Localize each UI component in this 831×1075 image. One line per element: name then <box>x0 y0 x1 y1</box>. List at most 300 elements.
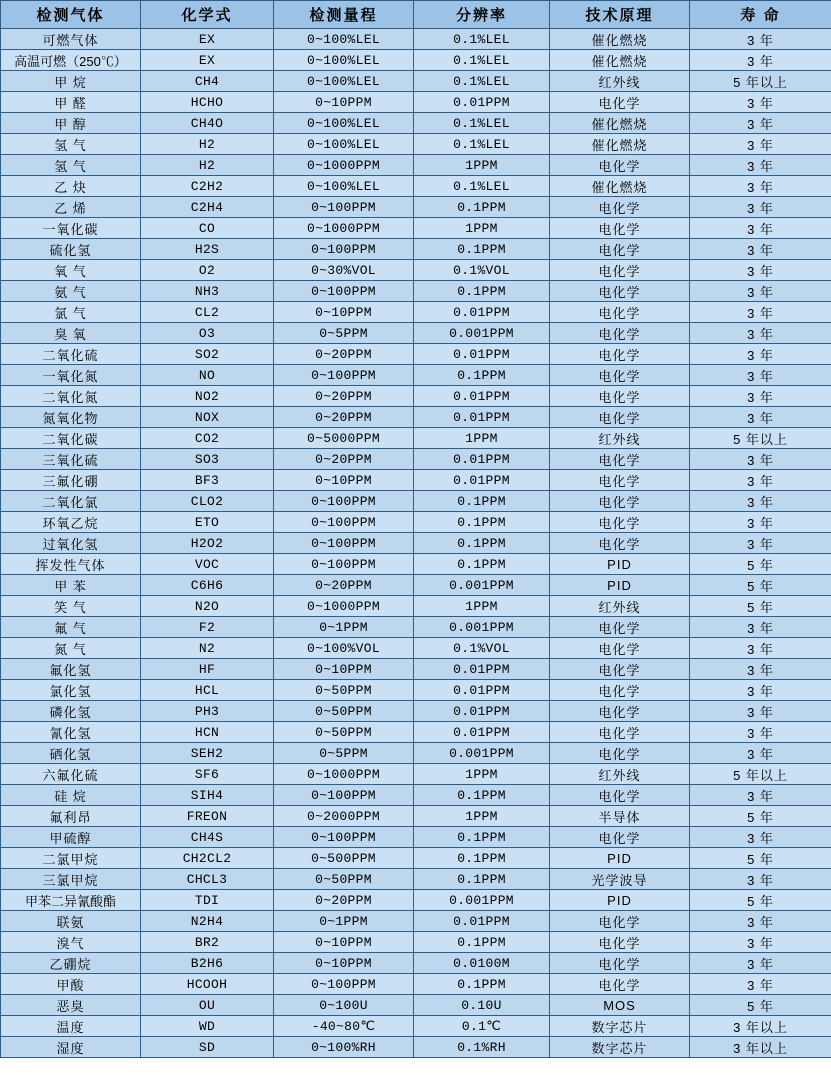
cell-resolution: 0.1PPM <box>414 491 550 512</box>
table-row <box>1 29 831 50</box>
cell-range: 0~20PPM <box>274 575 414 596</box>
cell-principle: 电化学 <box>550 512 690 533</box>
cell-resolution: 0.1%LEL <box>414 50 550 71</box>
cell-resolution: 0.1PPM <box>414 554 550 575</box>
cell-lifespan: 3 年 <box>690 113 831 134</box>
table-row <box>1 722 831 743</box>
cell-range: 0~10PPM <box>274 953 414 974</box>
cell-range: 0~100%LEL <box>274 134 414 155</box>
cell-principle: 电化学 <box>550 218 690 239</box>
table-row <box>1 848 831 869</box>
cell-resolution: 0.01PPM <box>414 92 550 113</box>
cell-resolution: 0.01PPM <box>414 680 550 701</box>
cell-range: 0~10PPM <box>274 470 414 491</box>
cell-gas-name: 甲 醛 <box>1 92 141 113</box>
cell-formula: HCOOH <box>141 974 274 995</box>
cell-lifespan: 3 年 <box>690 743 831 764</box>
cell-resolution: 0.1PPM <box>414 974 550 995</box>
cell-principle: 催化燃烧 <box>550 134 690 155</box>
cell-lifespan: 5 年 <box>690 848 831 869</box>
table-row <box>1 302 831 323</box>
table-row <box>1 407 831 428</box>
column-header-range: 检测量程 <box>274 1 414 29</box>
cell-lifespan: 3 年 <box>690 680 831 701</box>
cell-formula: H2O2 <box>141 533 274 554</box>
cell-lifespan: 3 年 <box>690 386 831 407</box>
cell-resolution: 0.001PPM <box>414 323 550 344</box>
cell-resolution: 1PPM <box>414 764 550 785</box>
cell-lifespan: 5 年以上 <box>690 764 831 785</box>
table-row <box>1 1016 831 1037</box>
cell-principle: 电化学 <box>550 722 690 743</box>
table-row <box>1 911 831 932</box>
column-header-principle: 技术原理 <box>550 1 690 29</box>
cell-formula: BF3 <box>141 470 274 491</box>
cell-gas-name: 氟 气 <box>1 617 141 638</box>
table-row <box>1 260 831 281</box>
cell-principle: 电化学 <box>550 407 690 428</box>
cell-range: 0~5PPM <box>274 323 414 344</box>
cell-formula: TDI <box>141 890 274 911</box>
table-row <box>1 386 831 407</box>
cell-principle: 电化学 <box>550 470 690 491</box>
cell-principle: 电化学 <box>550 785 690 806</box>
cell-formula: H2 <box>141 155 274 176</box>
cell-gas-name: 氢 气 <box>1 155 141 176</box>
cell-gas-name: 环氧乙烷 <box>1 512 141 533</box>
cell-range: 0~20PPM <box>274 344 414 365</box>
cell-lifespan: 3 年以上 <box>690 1016 831 1037</box>
cell-gas-name: 氧 气 <box>1 260 141 281</box>
cell-range: 0~10PPM <box>274 302 414 323</box>
cell-principle: 电化学 <box>550 155 690 176</box>
cell-range: 0~50PPM <box>274 722 414 743</box>
cell-lifespan: 3 年 <box>690 974 831 995</box>
table-row <box>1 218 831 239</box>
cell-resolution: 0.1%VOL <box>414 638 550 659</box>
cell-resolution: 0.1%LEL <box>414 134 550 155</box>
cell-lifespan: 5 年 <box>690 995 831 1016</box>
cell-range: 0~20PPM <box>274 449 414 470</box>
cell-lifespan: 3 年 <box>690 29 831 50</box>
cell-gas-name: 氯 气 <box>1 302 141 323</box>
column-header-formula: 化学式 <box>141 1 274 29</box>
table-row <box>1 764 831 785</box>
cell-principle: 电化学 <box>550 260 690 281</box>
cell-lifespan: 5 年 <box>690 806 831 827</box>
cell-resolution: 0.1PPM <box>414 848 550 869</box>
cell-principle: 红外线 <box>550 764 690 785</box>
cell-lifespan: 3 年 <box>690 323 831 344</box>
table-row <box>1 344 831 365</box>
table-row <box>1 554 831 575</box>
cell-gas-name: 二氧化氯 <box>1 491 141 512</box>
cell-resolution: 0.01PPM <box>414 386 550 407</box>
cell-principle: 电化学 <box>550 827 690 848</box>
cell-gas-name: 三氧化硫 <box>1 449 141 470</box>
cell-gas-name: 氟利昂 <box>1 806 141 827</box>
cell-gas-name: 一氧化碳 <box>1 218 141 239</box>
cell-resolution: 0.1PPM <box>414 239 550 260</box>
cell-resolution: 0.01PPM <box>414 911 550 932</box>
cell-gas-name: 二氧化硫 <box>1 344 141 365</box>
table-row <box>1 239 831 260</box>
cell-resolution: 0.1PPM <box>414 827 550 848</box>
cell-gas-name: 溴气 <box>1 932 141 953</box>
cell-range: 0~10PPM <box>274 659 414 680</box>
table-row <box>1 890 831 911</box>
cell-principle: 电化学 <box>550 281 690 302</box>
cell-principle: PID <box>550 575 690 596</box>
cell-principle: 数字芯片 <box>550 1016 690 1037</box>
cell-resolution: 0.01PPM <box>414 344 550 365</box>
cell-gas-name: 二氯甲烷 <box>1 848 141 869</box>
cell-resolution: 0.1%RH <box>414 1037 550 1058</box>
cell-principle: PID <box>550 890 690 911</box>
cell-resolution: 0.01PPM <box>414 701 550 722</box>
cell-gas-name: 甲 醇 <box>1 113 141 134</box>
cell-lifespan: 5 年 <box>690 890 831 911</box>
cell-gas-name: 硅 烷 <box>1 785 141 806</box>
cell-range: -40~80℃ <box>274 1016 414 1037</box>
table-row <box>1 281 831 302</box>
cell-principle: 电化学 <box>550 491 690 512</box>
cell-resolution: 0.001PPM <box>414 890 550 911</box>
cell-resolution: 0.1PPM <box>414 533 550 554</box>
cell-principle: 电化学 <box>550 974 690 995</box>
cell-lifespan: 3 年 <box>690 155 831 176</box>
cell-resolution: 1PPM <box>414 155 550 176</box>
cell-resolution: 0.001PPM <box>414 743 550 764</box>
cell-principle: 红外线 <box>550 428 690 449</box>
cell-range: 0~50PPM <box>274 680 414 701</box>
cell-formula: CLO2 <box>141 491 274 512</box>
cell-lifespan: 3 年 <box>690 659 831 680</box>
cell-lifespan: 3 年 <box>690 470 831 491</box>
cell-gas-name: 臭 氧 <box>1 323 141 344</box>
cell-gas-name: 氮 气 <box>1 638 141 659</box>
cell-gas-name: 甲 烷 <box>1 71 141 92</box>
table-row <box>1 1037 831 1058</box>
cell-lifespan: 3 年 <box>690 491 831 512</box>
cell-formula: C2H2 <box>141 176 274 197</box>
cell-formula: HCL <box>141 680 274 701</box>
cell-formula: NH3 <box>141 281 274 302</box>
cell-resolution: 0.1PPM <box>414 512 550 533</box>
cell-lifespan: 3 年 <box>690 701 831 722</box>
cell-resolution: 0.1PPM <box>414 281 550 302</box>
cell-resolution: 0.01PPM <box>414 722 550 743</box>
table-row <box>1 806 831 827</box>
cell-range: 0~1000PPM <box>274 218 414 239</box>
table-row <box>1 50 831 71</box>
cell-formula: VOC <box>141 554 274 575</box>
cell-resolution: 1PPM <box>414 218 550 239</box>
cell-lifespan: 5 年 <box>690 575 831 596</box>
cell-principle: 电化学 <box>550 323 690 344</box>
table-header-row <box>1 1 831 29</box>
cell-resolution: 0.1PPM <box>414 869 550 890</box>
cell-range: 0~100PPM <box>274 239 414 260</box>
table-row <box>1 197 831 218</box>
cell-resolution: 0.1%VOL <box>414 260 550 281</box>
cell-formula: NO2 <box>141 386 274 407</box>
cell-principle: 电化学 <box>550 932 690 953</box>
cell-formula: SD <box>141 1037 274 1058</box>
cell-resolution: 0.01PPM <box>414 407 550 428</box>
cell-resolution: 0.1%LEL <box>414 71 550 92</box>
cell-formula: N2H4 <box>141 911 274 932</box>
cell-range: 0~100PPM <box>274 491 414 512</box>
cell-gas-name: 挥发性气体 <box>1 554 141 575</box>
cell-resolution: 1PPM <box>414 596 550 617</box>
column-header-lifespan: 寿 命 <box>690 1 831 29</box>
cell-gas-name: 硫化氢 <box>1 239 141 260</box>
cell-principle: 数字芯片 <box>550 1037 690 1058</box>
cell-formula: SO2 <box>141 344 274 365</box>
cell-principle: MOS <box>550 995 690 1016</box>
cell-formula: H2S <box>141 239 274 260</box>
cell-formula: WD <box>141 1016 274 1037</box>
cell-formula: HCN <box>141 722 274 743</box>
cell-range: 0~1PPM <box>274 911 414 932</box>
cell-formula: PH3 <box>141 701 274 722</box>
table-row <box>1 701 831 722</box>
cell-resolution: 0.1PPM <box>414 785 550 806</box>
cell-lifespan: 3 年 <box>690 785 831 806</box>
cell-gas-name: 二氧化碳 <box>1 428 141 449</box>
cell-gas-name: 磷化氢 <box>1 701 141 722</box>
cell-gas-name: 二氧化氮 <box>1 386 141 407</box>
cell-principle: 光学波导 <box>550 869 690 890</box>
cell-gas-name: 硒化氢 <box>1 743 141 764</box>
table-row <box>1 533 831 554</box>
cell-formula: O3 <box>141 323 274 344</box>
cell-formula: F2 <box>141 617 274 638</box>
cell-range: 0~20PPM <box>274 407 414 428</box>
cell-formula: SF6 <box>141 764 274 785</box>
cell-formula: NO <box>141 365 274 386</box>
table-row <box>1 617 831 638</box>
cell-formula: HCHO <box>141 92 274 113</box>
cell-lifespan: 3 年 <box>690 50 831 71</box>
cell-resolution: 0.01PPM <box>414 470 550 491</box>
cell-principle: 电化学 <box>550 659 690 680</box>
cell-gas-name: 联氨 <box>1 911 141 932</box>
cell-gas-name: 氰化氢 <box>1 722 141 743</box>
cell-gas-name: 恶臭 <box>1 995 141 1016</box>
cell-range: 0~2000PPM <box>274 806 414 827</box>
table-row <box>1 743 831 764</box>
cell-principle: 半导体 <box>550 806 690 827</box>
cell-lifespan: 3 年 <box>690 512 831 533</box>
cell-lifespan: 5 年 <box>690 596 831 617</box>
cell-lifespan: 3 年 <box>690 449 831 470</box>
cell-resolution: 0.1℃ <box>414 1016 550 1037</box>
cell-principle: 催化燃烧 <box>550 50 690 71</box>
cell-resolution: 1PPM <box>414 428 550 449</box>
cell-formula: CL2 <box>141 302 274 323</box>
cell-gas-name: 乙 炔 <box>1 176 141 197</box>
cell-formula: N2 <box>141 638 274 659</box>
cell-range: 0~1000PPM <box>274 596 414 617</box>
table-row <box>1 659 831 680</box>
cell-gas-name: 甲硫醇 <box>1 827 141 848</box>
cell-range: 0~20PPM <box>274 386 414 407</box>
table-row <box>1 71 831 92</box>
cell-principle: 电化学 <box>550 386 690 407</box>
cell-range: 0~1000PPM <box>274 155 414 176</box>
cell-gas-name: 氮氧化物 <box>1 407 141 428</box>
table-row <box>1 932 831 953</box>
cell-principle: PID <box>550 554 690 575</box>
cell-lifespan: 3 年 <box>690 218 831 239</box>
cell-resolution: 0.1%LEL <box>414 113 550 134</box>
table-row <box>1 134 831 155</box>
cell-gas-name: 氟化氢 <box>1 659 141 680</box>
table-row <box>1 470 831 491</box>
table-row <box>1 428 831 449</box>
cell-resolution: 0.01PPM <box>414 449 550 470</box>
cell-principle: 电化学 <box>550 302 690 323</box>
table-row <box>1 680 831 701</box>
cell-formula: H2 <box>141 134 274 155</box>
cell-range: 0~50PPM <box>274 869 414 890</box>
cell-resolution: 0.1%LEL <box>414 176 550 197</box>
cell-range: 0~100PPM <box>274 365 414 386</box>
cell-gas-name: 甲 苯 <box>1 575 141 596</box>
cell-principle: 电化学 <box>550 911 690 932</box>
cell-range: 0~100PPM <box>274 785 414 806</box>
cell-lifespan: 3 年 <box>690 281 831 302</box>
cell-range: 0~500PPM <box>274 848 414 869</box>
cell-principle: 电化学 <box>550 617 690 638</box>
cell-lifespan: 3 年 <box>690 638 831 659</box>
cell-range: 0~50PPM <box>274 701 414 722</box>
column-header-resolution: 分辨率 <box>414 1 550 29</box>
cell-gas-name: 三氟化硼 <box>1 470 141 491</box>
cell-range: 0~100PPM <box>274 512 414 533</box>
cell-range: 0~100%LEL <box>274 71 414 92</box>
cell-formula: HF <box>141 659 274 680</box>
cell-gas-name: 湿度 <box>1 1037 141 1058</box>
cell-gas-name: 乙硼烷 <box>1 953 141 974</box>
cell-gas-name: 过氧化氢 <box>1 533 141 554</box>
cell-range: 0~100%LEL <box>274 176 414 197</box>
cell-lifespan: 3 年 <box>690 911 831 932</box>
cell-formula: CH4 <box>141 71 274 92</box>
cell-gas-name: 三氯甲烷 <box>1 869 141 890</box>
cell-principle: 电化学 <box>550 344 690 365</box>
cell-formula: ETO <box>141 512 274 533</box>
cell-resolution: 0.01PPM <box>414 302 550 323</box>
cell-resolution: 0.1PPM <box>414 932 550 953</box>
cell-range: 0~100PPM <box>274 197 414 218</box>
cell-range: 0~100PPM <box>274 974 414 995</box>
table-row <box>1 995 831 1016</box>
cell-formula: O2 <box>141 260 274 281</box>
cell-formula: C2H4 <box>141 197 274 218</box>
cell-formula: OU <box>141 995 274 1016</box>
cell-range: 0~100PPM <box>274 827 414 848</box>
cell-lifespan: 3 年 <box>690 722 831 743</box>
cell-formula: BR2 <box>141 932 274 953</box>
table-row <box>1 92 831 113</box>
cell-formula: NOX <box>141 407 274 428</box>
cell-range: 0~1PPM <box>274 617 414 638</box>
cell-principle: 红外线 <box>550 71 690 92</box>
cell-formula: C6H6 <box>141 575 274 596</box>
table-row <box>1 113 831 134</box>
cell-lifespan: 3 年 <box>690 617 831 638</box>
cell-lifespan: 3 年 <box>690 176 831 197</box>
cell-formula: CO2 <box>141 428 274 449</box>
table-row <box>1 596 831 617</box>
cell-resolution: 0.1PPM <box>414 197 550 218</box>
cell-formula: SO3 <box>141 449 274 470</box>
table-row <box>1 323 831 344</box>
cell-principle: 电化学 <box>550 533 690 554</box>
table-body <box>1 29 831 1058</box>
cell-principle: 电化学 <box>550 743 690 764</box>
cell-principle: 电化学 <box>550 197 690 218</box>
cell-principle: 催化燃烧 <box>550 176 690 197</box>
cell-lifespan: 3 年 <box>690 92 831 113</box>
cell-lifespan: 3 年 <box>690 932 831 953</box>
cell-lifespan: 5 年 <box>690 554 831 575</box>
cell-resolution: 0.01PPM <box>414 659 550 680</box>
cell-gas-name: 氢 气 <box>1 134 141 155</box>
cell-lifespan: 3 年以上 <box>690 1037 831 1058</box>
cell-gas-name: 甲酸 <box>1 974 141 995</box>
cell-range: 0~100%RH <box>274 1037 414 1058</box>
cell-principle: 电化学 <box>550 680 690 701</box>
cell-range: 0~1000PPM <box>274 764 414 785</box>
cell-gas-name: 甲苯二异氰酸酯 <box>1 890 141 911</box>
table-row <box>1 638 831 659</box>
cell-lifespan: 3 年 <box>690 134 831 155</box>
cell-gas-name: 一氧化氮 <box>1 365 141 386</box>
cell-gas-name: 乙 烯 <box>1 197 141 218</box>
cell-lifespan: 3 年 <box>690 239 831 260</box>
cell-formula: SIH4 <box>141 785 274 806</box>
cell-formula: CO <box>141 218 274 239</box>
cell-formula: CHCL3 <box>141 869 274 890</box>
cell-range: 0~100PPM <box>274 554 414 575</box>
cell-formula: CH2CL2 <box>141 848 274 869</box>
cell-lifespan: 5 年以上 <box>690 71 831 92</box>
cell-principle: 催化燃烧 <box>550 113 690 134</box>
cell-range: 0~100%LEL <box>274 50 414 71</box>
cell-formula: N2O <box>141 596 274 617</box>
cell-resolution: 0.0100M <box>414 953 550 974</box>
cell-principle: 催化燃烧 <box>550 29 690 50</box>
cell-range: 0~30%VOL <box>274 260 414 281</box>
table-row <box>1 575 831 596</box>
cell-gas-name: 氨 气 <box>1 281 141 302</box>
cell-range: 0~10PPM <box>274 92 414 113</box>
table-row <box>1 512 831 533</box>
cell-range: 0~100PPM <box>274 533 414 554</box>
cell-formula: B2H6 <box>141 953 274 974</box>
cell-formula: EX <box>141 29 274 50</box>
cell-gas-name: 可燃气体 <box>1 29 141 50</box>
cell-resolution: 1PPM <box>414 806 550 827</box>
table-row <box>1 365 831 386</box>
table-row <box>1 827 831 848</box>
cell-lifespan: 3 年 <box>690 344 831 365</box>
cell-formula: EX <box>141 50 274 71</box>
